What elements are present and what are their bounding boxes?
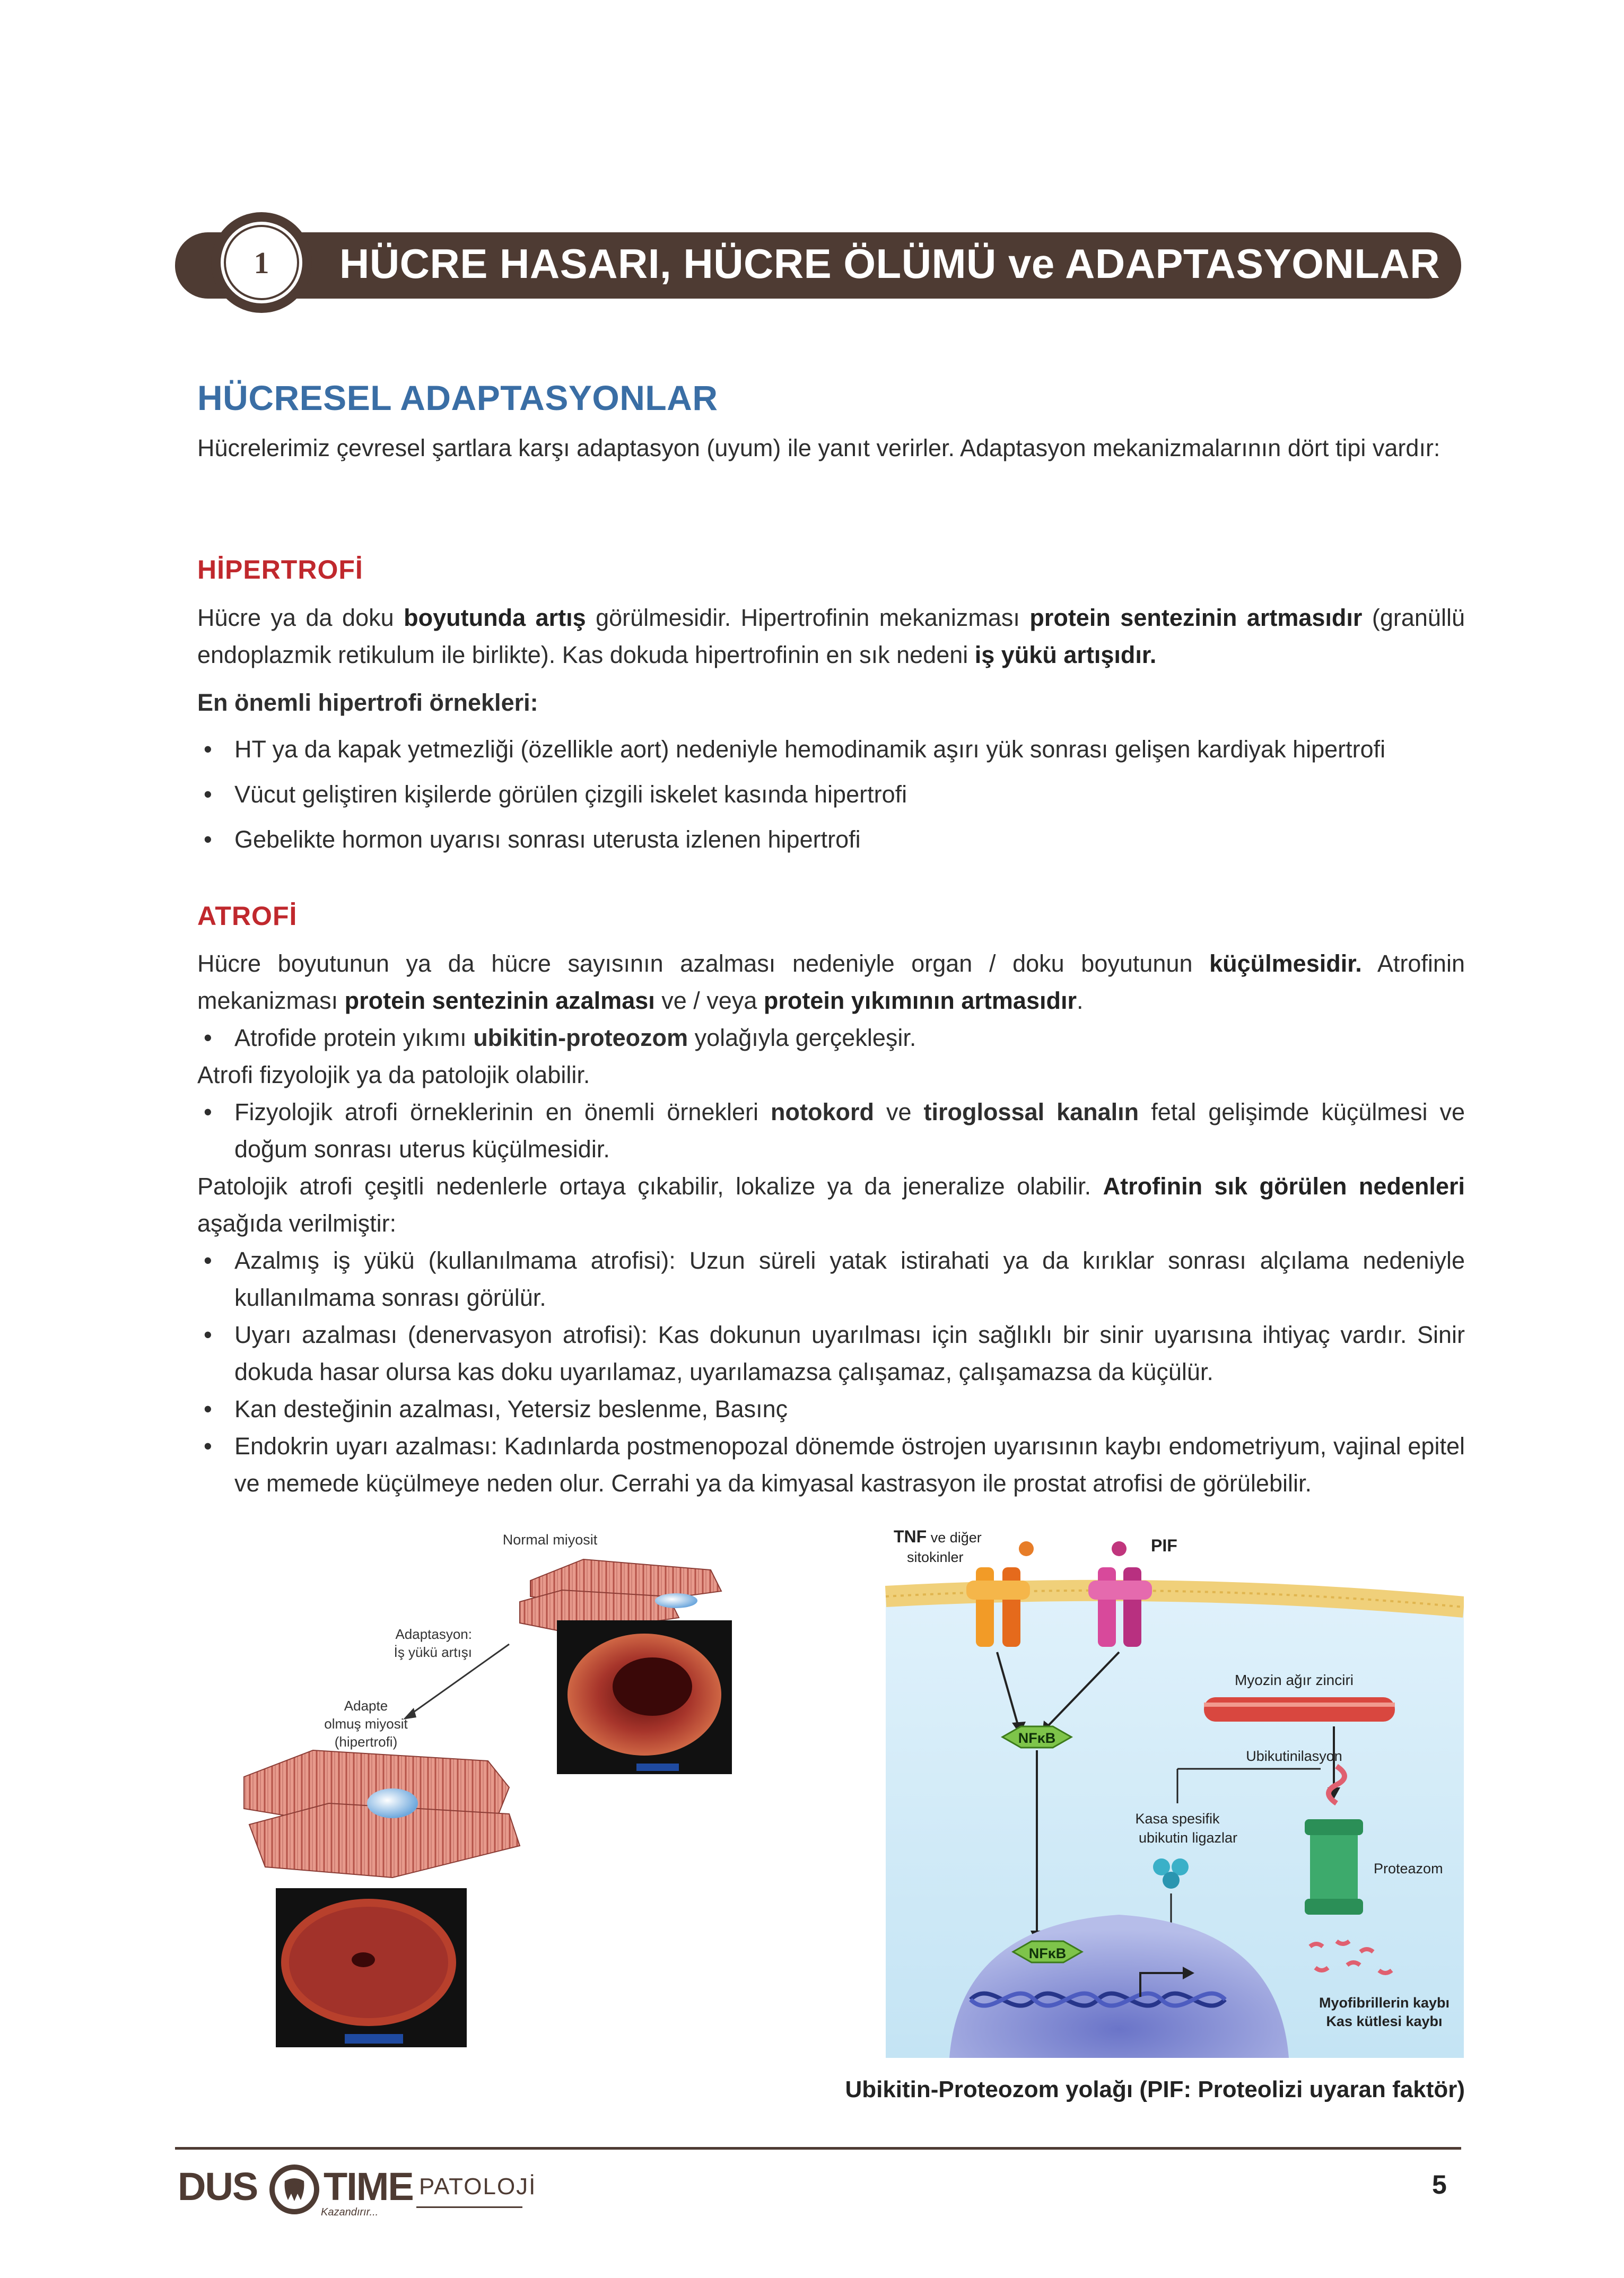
proteasome-cap bbox=[1305, 1899, 1363, 1915]
hipertrofi-heading: HİPERTROFİ bbox=[197, 555, 363, 584]
pif-ligand bbox=[1112, 1541, 1127, 1556]
atrofi-paragraph: Hücre boyutunun ya da hücre sayısının azalması nedeniyle organ / doku boyutunun küçülmesidir. Atrofinin mekanizması protein sentezinin azalması ve / veya protein yıkımının artmasıdır. bbox=[197, 950, 1465, 1014]
tnf-label: TNF ve diğer bbox=[894, 1527, 982, 1546]
list-item: • Atrofide protein yıkımı ubikitin-proteozom yolağıyla gerçekleşir. bbox=[197, 1019, 1465, 1057]
heart-lumen bbox=[613, 1657, 692, 1716]
list-item: • Uyarı azalması (denervasyon atrofisi): Kas dokunun uyarılması için sağlıklı bir sinir uyarısına ihtiyaç vardır. Sinir dokuda hasar olursa kas doku uyarılamaz, uyarılamazsa çalışamaz, çalışamazsa da küçülür. bbox=[197, 1316, 1465, 1391]
loss-label: Myofibrillerin kaybı bbox=[1319, 1995, 1450, 2011]
list-item: • Vücut geliştiren kişilerde görülen çizgili iskelet kasında hipertrofi bbox=[197, 776, 1465, 813]
logo-tagline: Kazandırır... bbox=[321, 2206, 379, 2218]
adapted-label-2: olmuş miyosit bbox=[324, 1716, 408, 1732]
tnf-receptor bbox=[976, 1567, 994, 1647]
chapter-number: 1 bbox=[254, 245, 269, 280]
list-item: • Gebelikte hormon uyarısı sonrası uterusta izlenen hipertrofi bbox=[197, 821, 1465, 858]
list-item: • Endokrin uyarı azalması: Kadınlarda postmenopozal dönemde östrojen uyarısının kaybı endometriyum, vajinal epitel ve memede küçülmeye neden olur. Cerrahi ya da kimyasal kastrasyon ile prostat atrofisi de görülebilir. bbox=[197, 1428, 1465, 1502]
ubiquitin-pathway-figure bbox=[843, 1522, 1464, 2068]
adapted-label-3: (hipertrofi) bbox=[334, 1734, 398, 1750]
figure-caption: Ubikitin-Proteozom yolağı (PIF: Proteolizi uyaran faktör) bbox=[845, 2076, 1465, 2102]
nfkb-nucleus-label: NFκB bbox=[1028, 1945, 1067, 1961]
list-item: • Azalmış iş yükü (kullanılmama atrofisi): Uzun süreli yatak istirahati ya da kırıklar sonrası alçılama nedeniyle kullanılmama sonrası görülür. bbox=[197, 1242, 1465, 1316]
list-item: • Fizyolojik atrofi örneklerinin en önemli örnekleri notokord ve tiroglossal kanalın fetal gelişimde küçülmesi ve doğum sonrası uterus küçülmesidir. bbox=[197, 1094, 1465, 1168]
proteasome bbox=[1310, 1835, 1358, 1899]
chapter-number-badge bbox=[224, 225, 299, 300]
loss-label-2: Kas kütlesi kaybı bbox=[1326, 2013, 1443, 2029]
atrofi-causes-intro: Patolojik atrofi çeşitli nedenlerle ortaya çıkabilir, lokalize ya da jeneralize olabilir. Atrofinin sık görülen nedenleri aşağıda verilmiştir: bbox=[197, 1173, 1465, 1237]
nucleus bbox=[655, 1593, 697, 1608]
atrofi-types-text: Atrofi fizyolojik ya da patolojik olabilir. bbox=[197, 1061, 590, 1088]
pif-label: PIF bbox=[1151, 1536, 1177, 1555]
hipertrofi-examples-title: En önemli hipertrofi örnekleri: bbox=[197, 689, 538, 716]
list-item: • Kan desteğinin azalması, Yetersiz beslenme, Basınç bbox=[197, 1391, 1465, 1428]
ubiquitination-label: Ubikutinilasyon bbox=[1246, 1748, 1342, 1764]
myosin-heavy-chain bbox=[1204, 1697, 1395, 1722]
nfkb-label: NFκB bbox=[1018, 1730, 1056, 1746]
logo-text-dus: DUS bbox=[178, 2164, 258, 2209]
myosin-detail bbox=[1204, 1703, 1395, 1707]
tnf-receptor-head bbox=[966, 1581, 1030, 1600]
myosin-label: Myozin ağır zinciri bbox=[1234, 1672, 1354, 1688]
pif-receptor bbox=[1098, 1567, 1116, 1647]
adaptation-label: Adaptasyon: bbox=[395, 1626, 472, 1642]
ligase bbox=[1163, 1872, 1180, 1889]
subject-underline bbox=[416, 2206, 522, 2208]
hipertrofi-paragraph: Hücre ya da doku boyutunda artış görülmesidir. Hipertrofinin mekanizması protein sentezinin artmasıdır (granüllü endoplazmik retikulum ile birlikte). Kas dokuda hipertrofinin en sık nedeni iş yükü artışıdır. bbox=[197, 604, 1465, 668]
tnf-label-2: sitokinler bbox=[907, 1549, 964, 1565]
heart-lumen-small bbox=[352, 1952, 375, 1967]
proteasome-label: Proteazom bbox=[1374, 1861, 1443, 1876]
adaptation-label-2: İş yükü artışı bbox=[394, 1644, 472, 1660]
hypertrophy-figure bbox=[233, 1528, 764, 2074]
page-number: 5 bbox=[1432, 2170, 1447, 2200]
subject-label: PATOLOJİ bbox=[419, 2174, 537, 2200]
pif-receptor-head bbox=[1088, 1581, 1152, 1600]
intro-paragraph: Hücrelerimiz çevresel şartlara karşı adaptasyon (uyum) ile yanıt verirler. Adaptasyon mekanizmalarının dört tipi vardır: bbox=[197, 434, 1440, 461]
scale-bar bbox=[636, 1764, 679, 1771]
tooth-logo-icon bbox=[268, 2163, 321, 2216]
atrofi-heading: ATROFİ bbox=[197, 901, 298, 931]
tnf-receptor bbox=[1002, 1567, 1020, 1647]
ligase-label: Kasa spesifik bbox=[1135, 1811, 1220, 1827]
pif-receptor bbox=[1123, 1567, 1141, 1647]
footer-divider bbox=[175, 2147, 1461, 2150]
scale-bar bbox=[345, 2034, 403, 2044]
normal-myocyte-label: Normal miyosit bbox=[502, 1532, 598, 1548]
logo-text-time: TIME bbox=[324, 2164, 413, 2209]
section-title: HÜCRESEL ADAPTASYONLAR bbox=[197, 378, 718, 417]
nucleus bbox=[367, 1788, 418, 1818]
chapter-title: HÜCRE HASARI, HÜCRE ÖLÜMÜ ve ADAPTASYONLAR bbox=[339, 240, 1440, 287]
tnf-ligand bbox=[1019, 1541, 1034, 1556]
ligase-label-2: ubikutin ligazlar bbox=[1138, 1830, 1238, 1846]
adapted-label: Adapte bbox=[344, 1698, 388, 1714]
list-item: • HT ya da kapak yetmezliği (özellikle aort) nedeniyle hemodinamik aşırı yük sonrası gelişen kardiyak hipertrofi bbox=[197, 731, 1465, 768]
proteasome-cap bbox=[1305, 1819, 1363, 1835]
